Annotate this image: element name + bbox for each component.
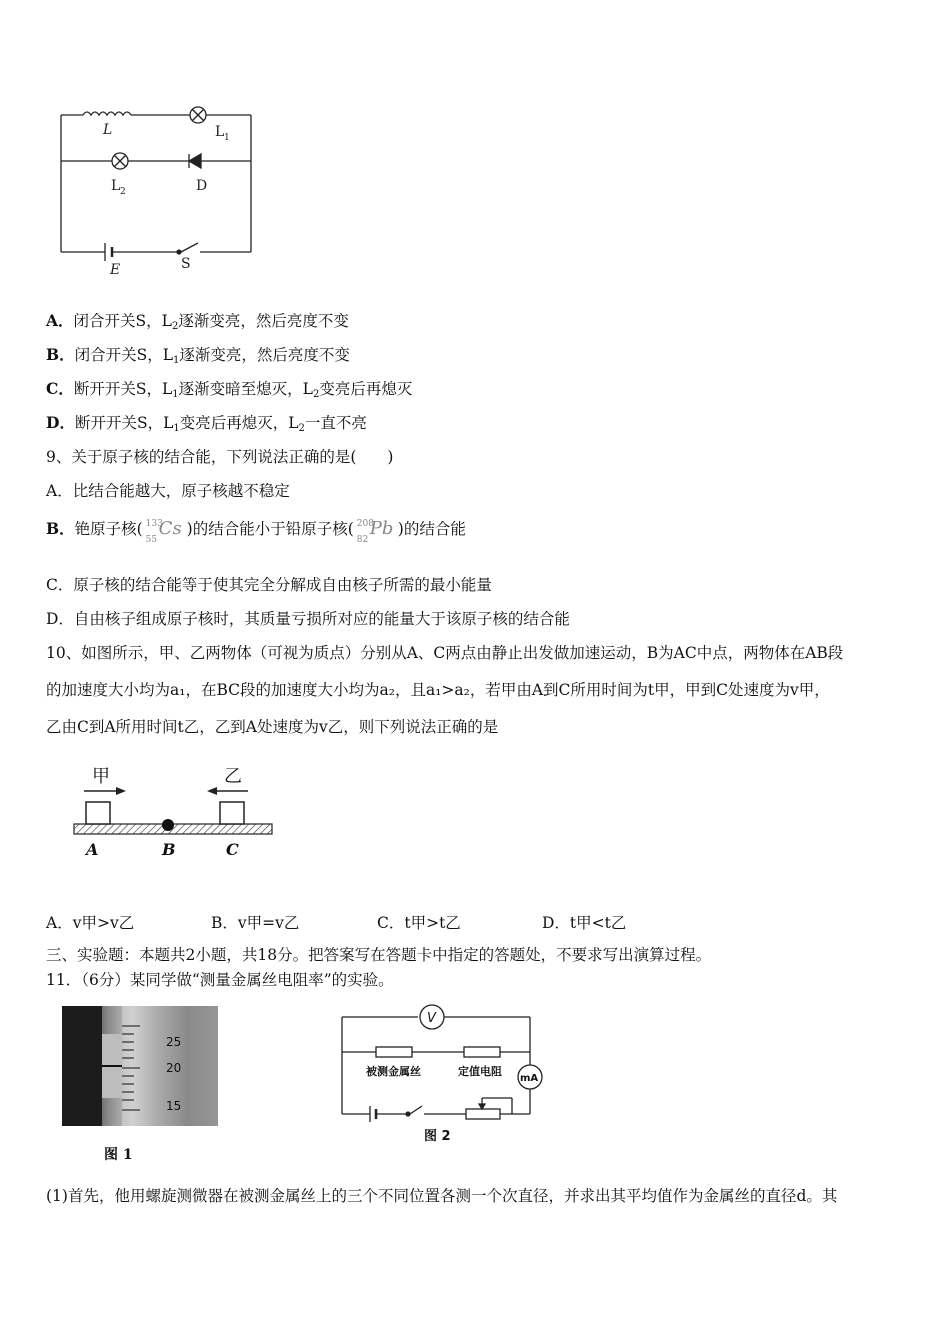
- tick-15: 15: [166, 1099, 182, 1113]
- q9-option-a: A．比结合能越大，原子核越不稳定: [46, 482, 290, 500]
- q10-option-a: A．v甲>v乙: [46, 914, 135, 932]
- q10-line-3: 乙由C到A所用时间t乙，乙到A处速度为v乙，则下列说法正确的是: [46, 718, 499, 736]
- section-3-heading: 三、实验题：本题共2小题，共18分。把答案写在答题卡中指定的答题处，不要求写出演算过程。: [46, 946, 712, 964]
- battery-label: E: [110, 262, 121, 278]
- q10-option-c: C．t甲>t乙: [377, 914, 461, 932]
- micrometer-photo: [62, 1006, 218, 1126]
- jia-label: 甲: [92, 766, 110, 787]
- lamp1-sub: 1: [224, 133, 230, 143]
- yi-label: 乙: [224, 766, 242, 787]
- lamp2-sub: 2: [120, 187, 126, 197]
- q10-line-2: 的加速度大小均为a₁，在BC段的加速度大小均为a₂，且a₁>a₂，若甲由A到C所用时间为t甲，甲到C处速度为v甲，: [46, 681, 830, 699]
- q9-option-b: B．铯原子核( 133 55 Cs )的结合能小于铅原子核( 208 82 Pb )的结合能: [46, 518, 466, 545]
- lamp1-label: L: [215, 124, 225, 140]
- q10-option-d: D．t甲<t乙: [542, 914, 627, 932]
- lamp2-label: L: [111, 178, 121, 194]
- q11-stem: 11．（6分）某同学做“测量金属丝电阻率”的实验。: [46, 971, 394, 989]
- milliammeter-label: mA: [520, 1073, 539, 1084]
- inductor-label: L: [103, 122, 113, 138]
- fig1-caption: 图 1: [104, 1147, 133, 1163]
- resistor-label: 定值电阻: [458, 1065, 502, 1078]
- point-a-label: A: [86, 840, 99, 859]
- micrometer-figure: [62, 1006, 218, 1163]
- tick-25: 25: [166, 1035, 182, 1049]
- q8-option-a: A．闭合开关S，$L_2$逐渐变亮，然后亮度不变: [46, 311, 349, 332]
- q11-part1: (1)首先，他用螺旋测微器在被测金属丝上的三个不同位置各测一个次直径，并求出其平均值作为金属丝的直径d。其: [46, 1187, 838, 1205]
- q10-line-1: 10、如图所示，甲、乙两物体（可视为质点）分别从A、C两点由静止出发做加速运动，B为AC中点，两物体在AB段: [46, 644, 844, 662]
- motion-diagram: [70, 762, 280, 862]
- q9-option-d: D．自由核子组成原子核时，其质量亏损所对应的能量大于该原子核的结合能: [46, 610, 570, 628]
- circuit-diagram-2: [336, 1000, 546, 1150]
- switch-label: S: [181, 256, 191, 272]
- q8-option-d: D．断开开关S，$L_1$变亮后再熄灭，$L_2$一直不亮: [46, 413, 367, 434]
- q10-option-b: B．v甲=v乙: [211, 914, 300, 932]
- lead-nuclide: 208 82 Pb: [356, 518, 394, 545]
- fig2-caption: 图 2: [424, 1129, 451, 1144]
- q8-option-b: B．闭合开关S，$L_1$逐渐变亮，然后亮度不变: [46, 345, 350, 366]
- circuit-diagram-1: [55, 100, 265, 280]
- point-b-label: B: [162, 840, 176, 859]
- cesium-nuclide: 133 55 Cs: [145, 518, 182, 545]
- q9-option-c: C．原子核的结合能等于使其完全分解成自由核子所需的最小能量: [46, 576, 492, 594]
- wire-label: 被测金属丝: [366, 1065, 421, 1078]
- q8-option-c: C．断开开关S，$L_1$逐渐变暗至熄灭，$L_2$变亮后再熄灭: [46, 379, 413, 400]
- voltmeter-label: V: [427, 1011, 436, 1026]
- diode-label: D: [196, 178, 208, 194]
- point-c-label: C: [226, 840, 239, 859]
- tick-20: 20: [166, 1061, 182, 1075]
- q9-stem: 9、关于原子核的结合能，下列说法正确的是( ): [46, 448, 394, 466]
